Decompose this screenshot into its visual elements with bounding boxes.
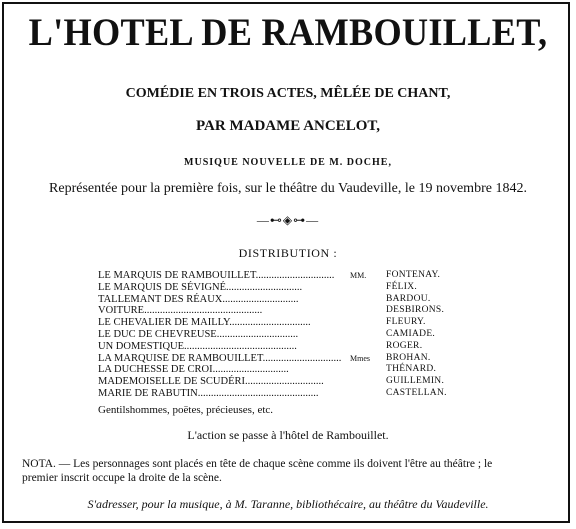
cast-actor: FONTENAY. (386, 270, 441, 280)
cast-list (98, 270, 488, 400)
cast-row (98, 329, 488, 341)
cast-role: MARIE DE RABUTIN.............................................. (98, 387, 319, 399)
nota-text-1: — Les personnages sont placés en tête de chaque scène comme ils doivent l'être au théâtre ; le (55, 458, 493, 470)
cast-row (98, 341, 488, 353)
premiere-line: Représentée pour la première fois, sur le théâtre du Vaudeville, le 19 novembre 1842. (49, 181, 527, 196)
cast-row (98, 270, 488, 282)
cast-role: LA DUCHESSE DE CROI............................. (98, 364, 289, 376)
music-credit: MUSIQUE NOUVELLE DE M. DOCHE, (184, 157, 392, 168)
cast-actor: BARDOU. (386, 293, 431, 304)
cast-role: LE MARQUIS DE SÉVIGNÉ............................. (98, 281, 303, 293)
cast-actor: FÉLIX. (386, 281, 418, 292)
cast-row (98, 305, 488, 317)
cast-actor: CASTELLAN. (386, 387, 447, 398)
cast-actor: CAMIADE. (386, 328, 436, 339)
cast-actor: GUILLEMIN. (386, 376, 445, 387)
cast-actor: BROHAN. (386, 352, 431, 363)
nota-line-1 (22, 458, 492, 470)
cast-role: LE MARQUIS DE RAMBOUILLET.............................. (98, 270, 335, 281)
cast-actor: DESBIRONS. (386, 305, 445, 316)
play-title: L'HOTEL DE RAMBOUILLET, (28, 11, 548, 54)
cast-actor: FLEURY. (386, 317, 426, 328)
cast-role: LE CHEVALIER DE MAILLY............................... (98, 317, 311, 329)
author-line: PAR MADAME ANCELOT, (195, 118, 381, 134)
cast-row (98, 282, 488, 294)
cast-actor: ROGER. (386, 340, 423, 351)
cast-row (98, 294, 488, 306)
cast-row (98, 364, 488, 376)
nota-label: NOTA. (22, 458, 56, 470)
cast-role: TALLEMANT DES RÉAUX............................. (98, 293, 299, 305)
cast-row (98, 353, 488, 365)
cast-role: LE DUC DE CHEVREUSE............................... (98, 328, 299, 340)
cast-actor: THÉNARD. (386, 364, 437, 375)
setting-line: L'action se passe à l'hôtel de Rambouillet. (187, 428, 389, 442)
cast-footer: Gentilshommes, poëtes, précieuses, etc. (98, 404, 274, 416)
cast-role: UN DOMESTIQUE........................................... (98, 340, 297, 352)
cast-role: VOITURE............................................. (98, 305, 263, 317)
cast-row (98, 317, 488, 329)
cast-mark: Mmes (350, 353, 370, 363)
cast-mark: MM. (350, 271, 367, 280)
cast-role: MADEMOISELLE DE SCUDÉRI.............................. (98, 376, 324, 388)
page-border (2, 2, 570, 523)
distribution-heading: DISTRIBUTION : (238, 246, 338, 260)
cast-row (98, 376, 488, 388)
cast-role: LA MARQUISE DE RAMBOUILLET.............................. (98, 352, 342, 364)
address-line: S'adresser, pour la musique, à M. Taranne, bibliothécaire, au théâtre du Vaudeville. (87, 497, 489, 511)
nota-line-2: premier inscrit occupe la droite de la scène. (22, 472, 222, 484)
ornament-divider: —⊷◈⊶— (256, 213, 320, 227)
play-subtitle: COMÉDIE EN TROIS ACTES, MÊLÉE DE CHANT, (125, 86, 451, 101)
cast-row (98, 388, 488, 400)
